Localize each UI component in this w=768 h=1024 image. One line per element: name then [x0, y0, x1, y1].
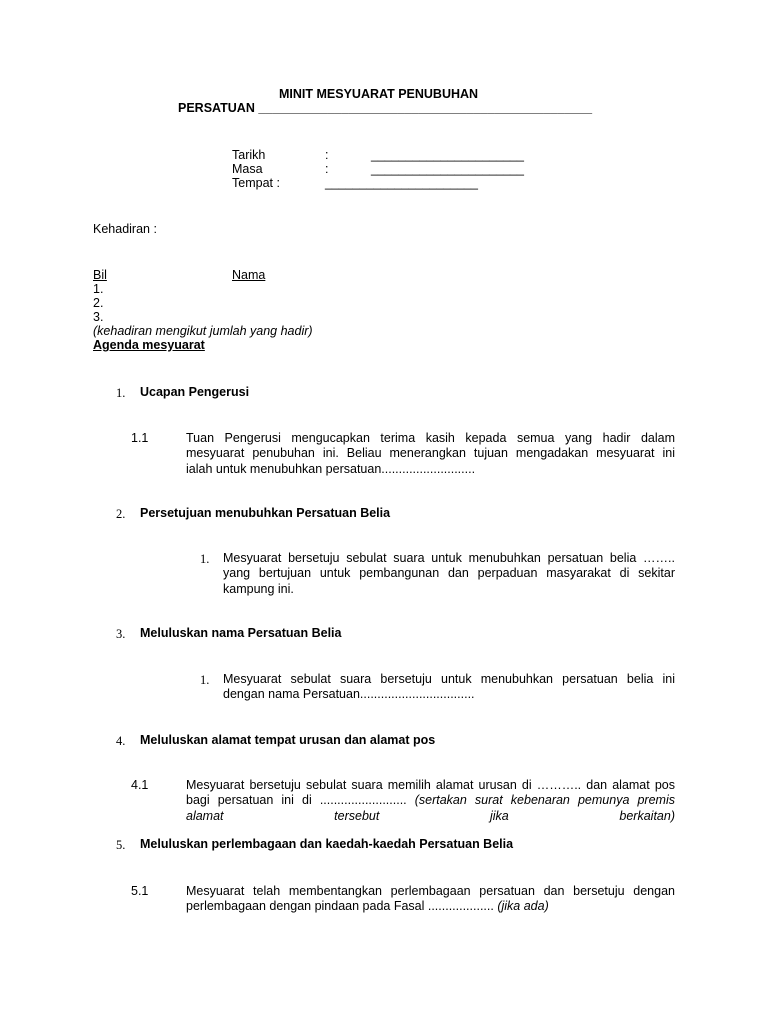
paragraph-line: dengan nama Persatuan.................................	[223, 687, 475, 702]
paragraph-italic-note: (sertakan surat kebenaran pemunya premis	[414, 793, 675, 808]
paragraph-line: Tuan Pengerusi mengucapkan terima kasih kepada semua yang hadir dalam	[186, 431, 675, 445]
masa-label: Masa	[232, 162, 263, 176]
section-number: 1.	[116, 386, 126, 400]
subsection-number: 1.	[200, 673, 210, 687]
attendance-row: 3.	[93, 310, 104, 324]
paragraph-line: kampung ini.	[223, 581, 294, 596]
attendance-note: (kehadiran mengikut jumlah yang hadir)	[93, 324, 313, 338]
paragraph-line	[186, 899, 675, 914]
attendance-label: Kehadiran :	[93, 222, 157, 236]
attendance-row: 2.	[93, 296, 104, 310]
section-number: 5.	[116, 838, 126, 852]
paragraph-line: Mesyuarat bersetuju sebulat suara untuk menubuhkan persatuan belia ……..	[223, 551, 675, 565]
section-paragraph	[186, 431, 675, 477]
section-title: Meluluskan nama Persatuan Belia	[140, 626, 342, 640]
section-number: 4.	[116, 734, 126, 748]
paragraph-line: Mesyuarat telah membentangkan perlembagaan persatuan dan bersetuju dengan	[186, 884, 675, 898]
masa-colon: :	[325, 162, 329, 176]
paragraph-text: perlembagaan dengan pindaan pada Fasal ...................	[186, 899, 494, 914]
section-paragraph	[186, 778, 675, 824]
bil-header: Bil	[93, 268, 107, 282]
paragraph-italic-line: alamat tersebut jika berkaitan)	[186, 808, 675, 823]
paragraph-line: Mesyuarat bersetuju sebulat suara memilih alamat urusan di ……….. dan alamat pos	[186, 778, 675, 792]
tarikh-label: Tarikh	[232, 148, 266, 162]
section-paragraph	[223, 551, 675, 597]
section-paragraph	[186, 884, 675, 915]
masa-blank: ______________________	[371, 162, 524, 176]
section-title: Meluluskan alamat tempat urusan dan alamat pos	[140, 733, 436, 747]
agenda-heading: Agenda mesyuarat	[93, 338, 205, 352]
nama-header: Nama	[232, 268, 266, 282]
tarikh-blank: ______________________	[371, 148, 524, 162]
paragraph-line: yang bertujuan untuk pembangunan dan perpaduan masyarakat di sekitar	[223, 566, 675, 581]
section-title: Persetujuan menubuhkan Persatuan Belia	[140, 506, 391, 520]
tarikh-colon: :	[325, 148, 329, 162]
subsection-number: 1.1	[131, 431, 149, 445]
paragraph-line	[186, 793, 675, 808]
paragraph-italic-note: (jika ada)	[497, 899, 549, 914]
paragraph-text: bagi persatuan ini di .........................	[186, 793, 407, 808]
section-number: 3.	[116, 627, 126, 641]
attendance-row: 1.	[93, 282, 104, 296]
subsection-number: 5.1	[131, 884, 149, 898]
document-title: MINIT MESYUARAT PENUBUHAN	[279, 87, 479, 101]
section-number: 2.	[116, 507, 126, 521]
section-title: Ucapan Pengerusi	[140, 385, 250, 399]
association-name-line: PERSATUAN ________________________________________________	[178, 101, 593, 115]
section-paragraph	[223, 672, 675, 703]
paragraph-line: Mesyuarat sebulat suara bersetuju untuk menubuhkan persatuan belia ini	[223, 672, 675, 686]
subsection-number: 4.1	[131, 778, 149, 792]
tempat-label: Tempat :	[232, 176, 280, 190]
section-title: Meluluskan perlembagaan dan kaedah-kaedah Persatuan Belia	[140, 837, 514, 851]
paragraph-line: mesyuarat penubuhan ini. Beliau menerangkan tujuan mengadakan mesyuarat ini	[186, 446, 675, 461]
subsection-number: 1.	[200, 552, 210, 566]
paragraph-line: ialah untuk menubuhkan persatuan...........................	[186, 461, 476, 476]
tempat-blank: ______________________	[325, 176, 478, 190]
